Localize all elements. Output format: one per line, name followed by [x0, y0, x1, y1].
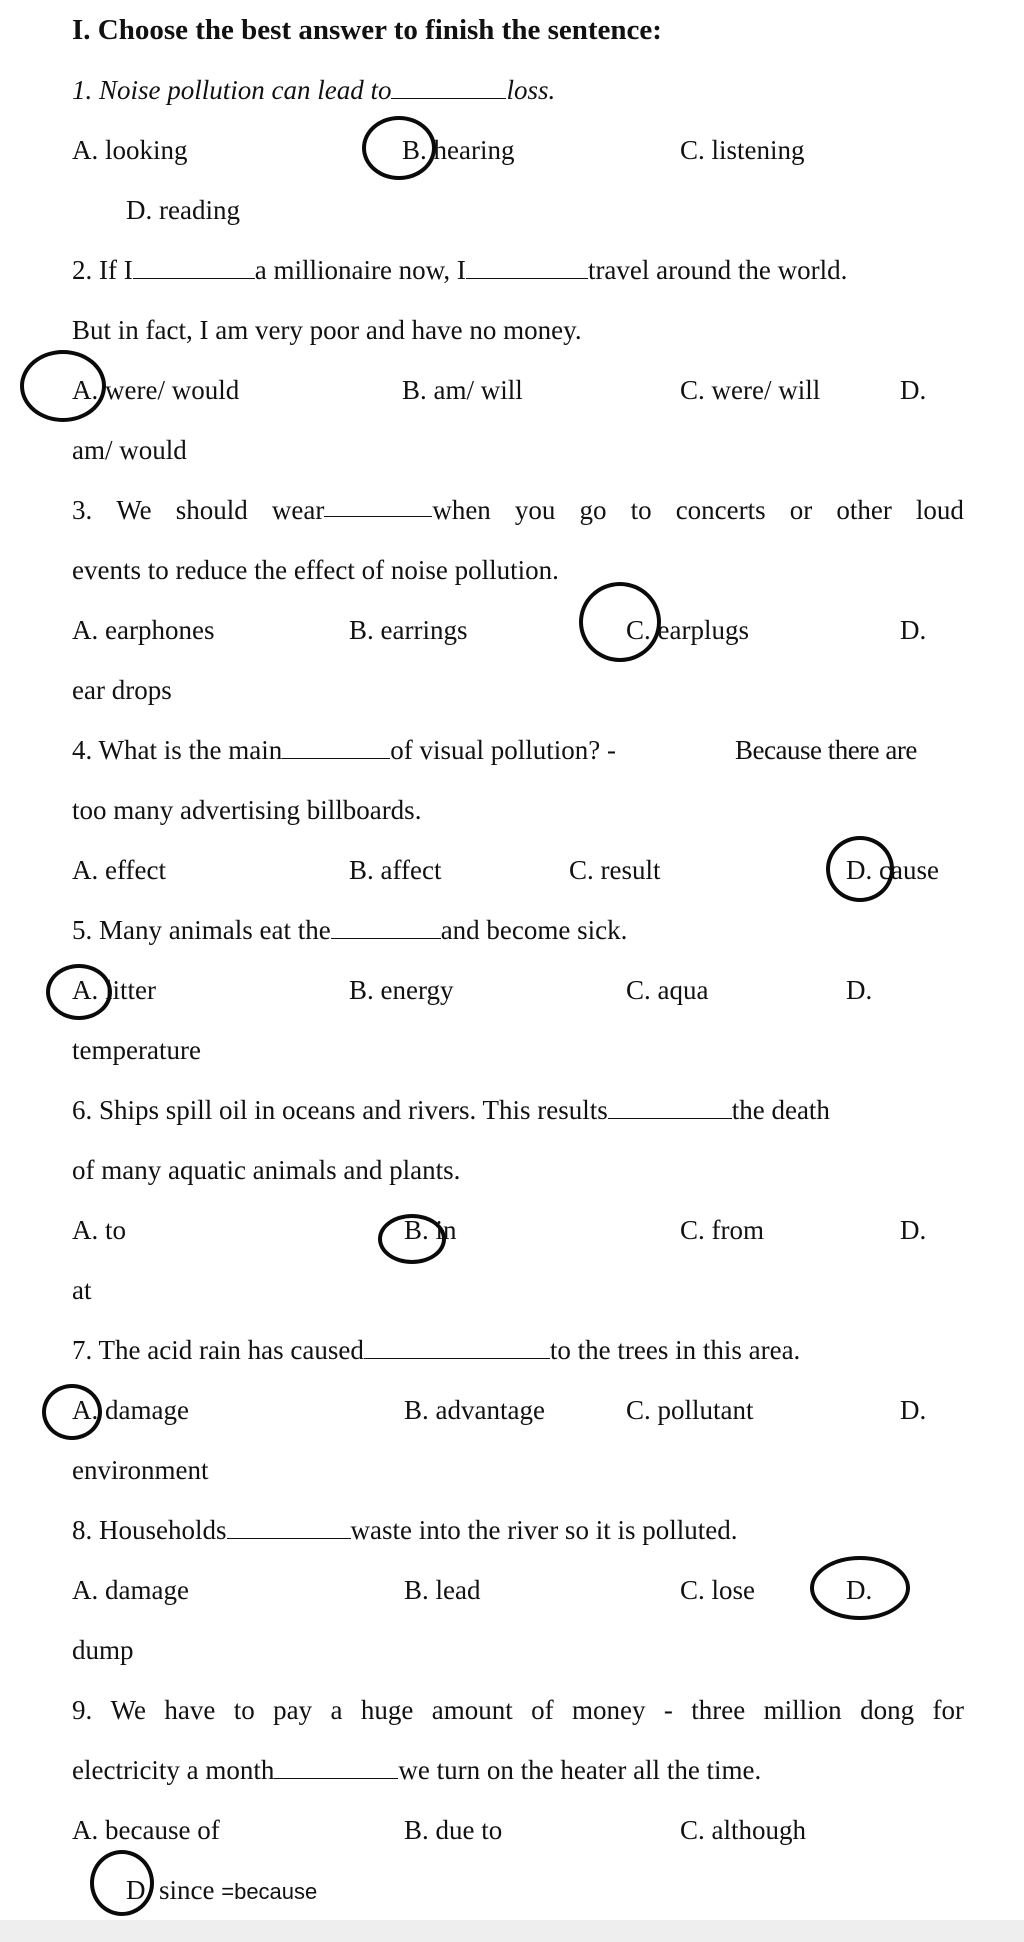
question-4-stem-end: Because there are — [735, 735, 917, 765]
question-4-stem: 4. What is the main of visual pollution? - — [72, 735, 616, 765]
q9-option-a[interactable]: A. because of — [72, 1815, 220, 1845]
q2-option-a[interactable]: A. were/ would — [72, 375, 240, 405]
answer-blank — [227, 1516, 351, 1539]
q7-option-c[interactable]: C. pollutant — [626, 1395, 754, 1425]
answer-blank — [391, 76, 506, 99]
q6-option-d[interactable]: D. — [900, 1215, 927, 1245]
q4-option-c[interactable]: C. result — [569, 855, 661, 885]
answer-blank — [324, 494, 432, 517]
q7-option-b[interactable]: B. advantage — [404, 1395, 545, 1425]
answer-blank — [274, 1756, 398, 1779]
q1-option-c[interactable]: C. listening — [680, 135, 805, 165]
q2-option-b[interactable]: B. am/ will — [402, 375, 523, 405]
q2-option-c[interactable]: C. were/ will — [680, 375, 821, 405]
answer-blank — [364, 1336, 550, 1359]
q5-option-d[interactable]: D. — [846, 975, 873, 1005]
question-6-stem: 6. Ships spill oil in oceans and rivers. This results the death — [72, 1095, 830, 1125]
q5-option-c[interactable]: C. aqua — [626, 975, 709, 1005]
question-2-stem-line2: But in fact, I am very poor and have no money. — [72, 315, 582, 345]
q8-option-b[interactable]: B. lead — [404, 1575, 481, 1605]
q1-option-a[interactable]: A. looking — [72, 135, 188, 165]
q4-option-a[interactable]: A. effect — [72, 855, 166, 885]
q6-option-d-text: at — [72, 1275, 92, 1305]
q9-option-d[interactable]: D. since =because — [126, 1875, 318, 1905]
q9-option-c[interactable]: C. although — [680, 1815, 806, 1845]
q4-option-d[interactable]: D. cause — [846, 855, 939, 885]
question-3-stem: 3. We should wear when you go to concerts or other loud — [72, 495, 964, 525]
question-7-stem: 7. The acid rain has caused to the trees in this area. — [72, 1335, 801, 1365]
q7-option-a[interactable]: A. damage — [72, 1395, 189, 1425]
answer-blank — [133, 256, 255, 279]
q8-option-d-text: dump — [72, 1635, 134, 1665]
q6-option-b[interactable]: B. in — [404, 1215, 457, 1245]
question-9-stem: 9. We have to pay a huge amount of money - three million dong for — [72, 1695, 964, 1725]
bottom-edge — [0, 1920, 1024, 1942]
q5-option-a[interactable]: A. litter — [72, 975, 156, 1005]
q3-option-c[interactable]: C. earplugs — [626, 615, 749, 645]
answer-blank — [282, 736, 390, 759]
q3-option-d[interactable]: D. — [900, 615, 927, 645]
answer-blank — [466, 256, 588, 279]
question-6-stem-line2: of many aquatic animals and plants. — [72, 1155, 461, 1185]
section-title: I. Choose the best answer to finish the sentence: — [72, 14, 662, 46]
q8-option-d[interactable]: D. — [846, 1575, 873, 1605]
q2-option-d[interactable]: D. — [900, 375, 927, 405]
question-8-stem: 8. Households waste into the river so it is polluted. — [72, 1515, 738, 1545]
question-4-stem-line2: too many advertising billboards. — [72, 795, 422, 825]
q3-option-d-text: ear drops — [72, 675, 172, 705]
q1-option-b[interactable]: B. hearing — [402, 135, 515, 165]
q1-option-d[interactable]: D. reading — [126, 195, 240, 225]
q2-option-d-text: am/ would — [72, 435, 187, 465]
q5-option-b[interactable]: B. energy — [349, 975, 454, 1005]
q4-option-b[interactable]: B. affect — [349, 855, 442, 885]
q3-option-b[interactable]: B. earrings — [349, 615, 468, 645]
answer-blank — [331, 916, 441, 939]
handwritten-note: =because — [221, 1879, 318, 1904]
q6-option-a[interactable]: A. to — [72, 1215, 126, 1245]
q7-option-d[interactable]: D. — [900, 1395, 927, 1425]
answer-blank — [608, 1096, 732, 1119]
q8-option-c[interactable]: C. lose — [680, 1575, 756, 1605]
q7-option-d-text: environment — [72, 1455, 209, 1485]
question-5-stem: 5. Many animals eat the and become sick. — [72, 915, 628, 945]
q5-option-d-text: temperature — [72, 1035, 201, 1065]
q8-option-a[interactable]: A. damage — [72, 1575, 189, 1605]
q6-option-c[interactable]: C. from — [680, 1215, 764, 1245]
q9-option-b[interactable]: B. due to — [404, 1815, 503, 1845]
question-3-stem-line2: events to reduce the effect of noise pollution. — [72, 555, 559, 585]
q3-option-a[interactable]: A. earphones — [72, 615, 215, 645]
question-2-stem: 2. If I a millionaire now, I travel around the world. — [72, 255, 848, 285]
question-1-stem: 1. Noise pollution can lead to loss. — [72, 75, 556, 105]
question-9-stem-line2: electricity a month we turn on the heater all the time. — [72, 1755, 762, 1785]
